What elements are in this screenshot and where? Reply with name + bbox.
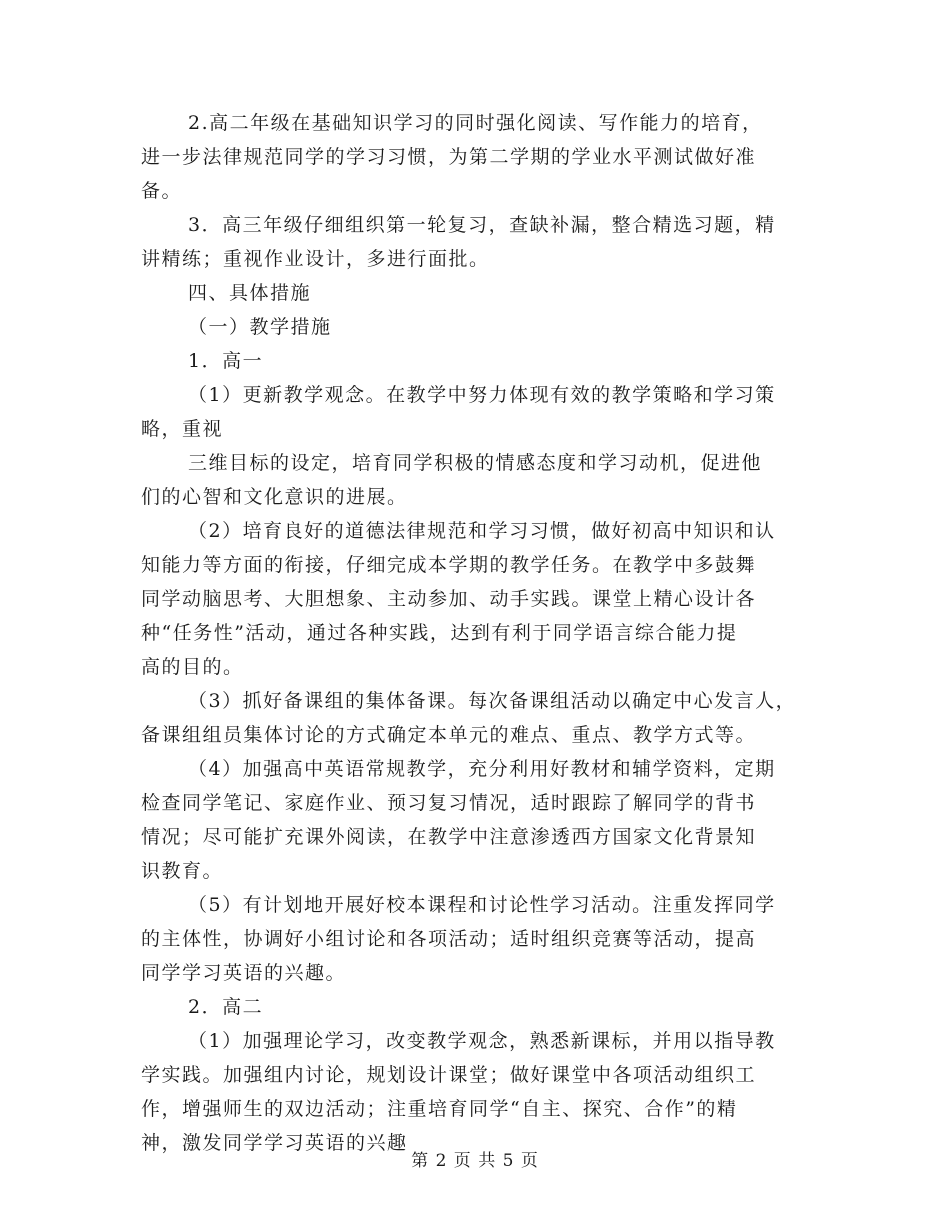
item-heading: 1．高一: [188, 350, 264, 372]
item-heading: 2．高二: [188, 996, 264, 1018]
text-line: 三维目标的设定，培育同学积极的情感态度和学习动机，促进他: [188, 452, 763, 474]
text-line: 3．高三年级仔细组织第一轮复习，查缺补漏，整合精选习题，精: [188, 214, 776, 236]
text-line: 情况；尽可能扩充课外阅读，在教学中注意渗透西方国家文化背景知: [141, 826, 757, 848]
text-line: （4）加强高中英语常规教学，充分利用好教材和辅学资料，定期: [188, 758, 776, 780]
text-line: 同学学习英语的兴趣。: [141, 962, 347, 984]
text-line: 学实践。加强组内讨论，规划设计课堂；做好课堂中各项活动组织工: [141, 1064, 757, 1086]
text-line: 同学动脑思考、大胆想象、主动参加、动手实践。课堂上精心设计各: [141, 588, 757, 610]
text-line: 备课组组员集体讨论的方式确定本单元的难点、重点、教学方式等。: [141, 724, 757, 746]
text-line: （1）加强理论学习，改变教学观念，熟悉新课标，并用以指导教: [188, 1030, 776, 1052]
text-line: （1）更新教学观念。在教学中努力体现有效的教学策略和学习策: [188, 384, 776, 406]
text-line: 作，增强师生的双边活动；注重培育同学“自主、探究、合作”的精: [141, 1098, 738, 1120]
text-line: 识教育。: [141, 860, 224, 882]
text-line: （5）有计划地开展好校本课程和讨论性学习活动。注重发挥同学: [188, 894, 776, 916]
text-line: 高的目的。: [141, 656, 244, 678]
text-line: 知能力等方面的衔接，仔细完成本学期的教学任务。在教学中多鼓舞: [141, 554, 757, 576]
text-line: 进一步法律规范同学的学习习惯，为第二学期的学业水平测试做好准: [141, 146, 757, 168]
text-line: 讲精练；重视作业设计，多进行面批。: [141, 248, 490, 270]
subsection-heading: （一）教学措施: [188, 316, 332, 338]
text-line: 们的心智和文化意识的进展。: [141, 486, 408, 508]
text-line: （2）培育良好的道德法律规范和学习习惯，做好初高中知识和认: [188, 520, 776, 542]
page-number-footer: 第 2 页 共 5 页: [411, 1151, 539, 1171]
section-heading: 四、具体措施: [188, 282, 312, 304]
text-line: 的主体性，协调好小组讨论和各项活动；适时组织竞赛等活动，提高: [141, 928, 757, 950]
text-line: 2.高二年级在基础知识学习的同时强化阅读、写作能力的培育，: [188, 112, 763, 134]
text-line: （3）抓好备课组的集体备课。每次备课组活动以确定中心发言人，: [188, 690, 797, 712]
text-line: 略，重视: [141, 418, 224, 440]
text-line: 备。: [141, 180, 183, 202]
text-line: 神，激发同学学习英语的兴趣: [141, 1132, 408, 1154]
text-line: 检查同学笔记、家庭作业、预习复习情况，适时跟踪了解同学的背书: [141, 792, 757, 814]
text-line: 种“任务性”活动，通过各种实践，达到有利于同学语言综合能力提: [141, 622, 738, 644]
